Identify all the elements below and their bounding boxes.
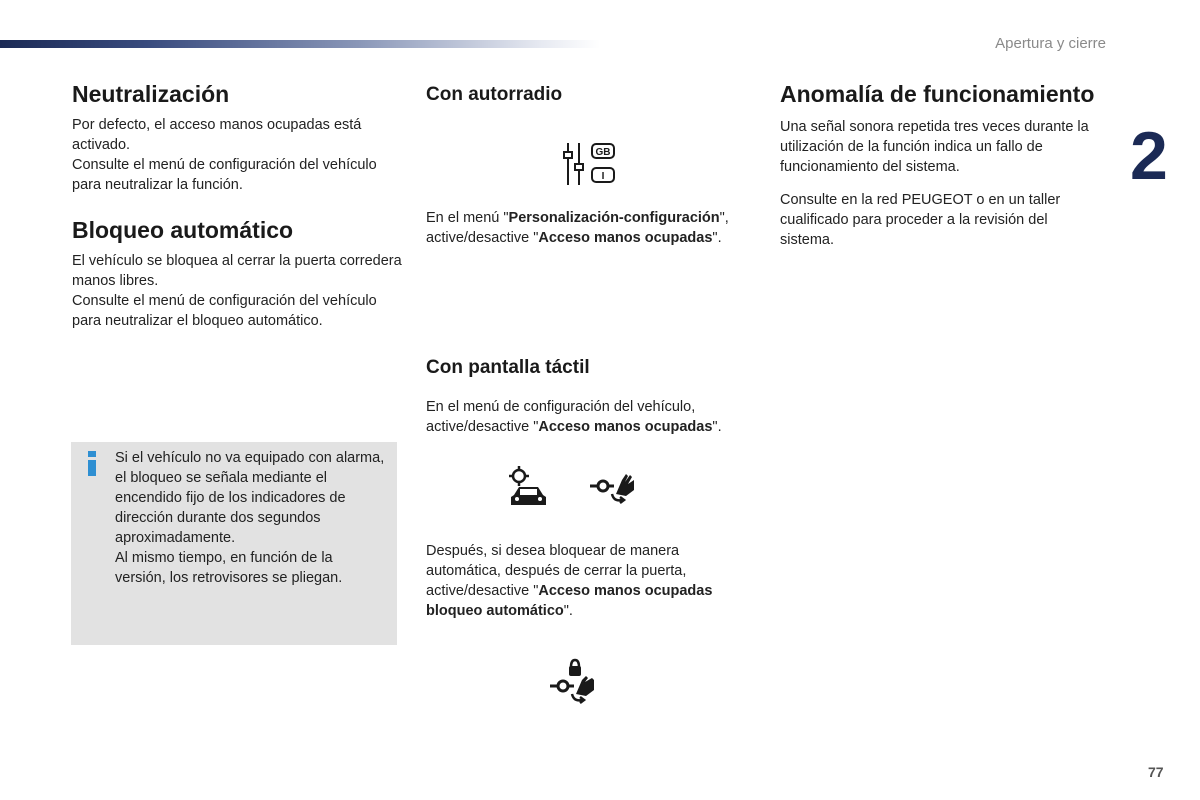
icon-label-gb: GB: [595, 147, 611, 158]
hands-free-lock-icon: [548, 658, 598, 709]
info-icon: [87, 450, 97, 481]
page-number: 77: [1148, 764, 1164, 780]
section-title: Neutralización: [72, 81, 230, 107]
paragraph: Una señal sonora repetida tres veces durante la utilización de la función indica un fallo de funcionamiento del sistema.: [780, 119, 1089, 175]
settings-sliders-icon: [560, 140, 618, 193]
car-settings-icon: [508, 465, 552, 514]
instruction-text: Después, si desea bloquear de manera automática, después de cerrar la puerta, active/desactive "Acceso manos ocupadas bloqueo automático".: [426, 543, 713, 619]
section-neutralizacion: [72, 82, 402, 195]
paragraph: Por defecto, el acceso manos ocupadas está activado.: [72, 117, 362, 153]
section-pantalla: [426, 357, 756, 379]
pantalla-auto-lock-instructions: [426, 541, 756, 621]
header-gradient-bar: [0, 40, 600, 48]
info-text: Si el vehículo no va equipado con alarma, el bloqueo se señala mediante el encendido fijo de los indicadores de dirección durante dos segundos aproximadamente.: [115, 450, 385, 546]
info-text: Al mismo tiempo, en función de la versión, los retrovisores se pliegan.: [115, 550, 343, 586]
instruction-text: En el menú "Personalización-configuración", active/desactive "Acceso manos ocupadas".: [426, 210, 729, 246]
section-title: Con autorradio: [426, 84, 563, 105]
paragraph: El vehículo se bloquea al cerrar la puerta corredera manos libres.: [72, 253, 402, 289]
section-bloqueo: [72, 218, 402, 331]
icon-label-i: I: [601, 171, 605, 182]
section-title: Con pantalla táctil: [426, 357, 590, 378]
chapter-title: Apertura y cierre: [995, 35, 1106, 52]
autorradio-instructions: [426, 208, 756, 248]
paragraph: Consulte el menú de configuración del vehículo para neutralizar la función.: [72, 157, 377, 193]
pantalla-instructions: [426, 397, 756, 437]
info-box: [71, 442, 397, 645]
instruction-text: En el menú de configuración del vehículo, active/desactive "Acceso manos ocupadas".: [426, 399, 722, 435]
paragraph: Consulte en la red PEUGEOT o en un taller cualificado para proceder a la revisión del sistema.: [780, 192, 1061, 248]
chapter-number: 2: [1130, 118, 1168, 194]
section-anomalia: [780, 82, 1100, 250]
paragraph: Consulte el menú de configuración del vehículo para neutralizar el bloqueo automático.: [72, 293, 377, 329]
hands-free-access-icon: [588, 470, 638, 509]
section-title: Bloqueo automático: [72, 217, 294, 243]
section-title: Anomalía de funcionamiento: [780, 81, 1095, 107]
section-autorradio: [426, 84, 756, 106]
